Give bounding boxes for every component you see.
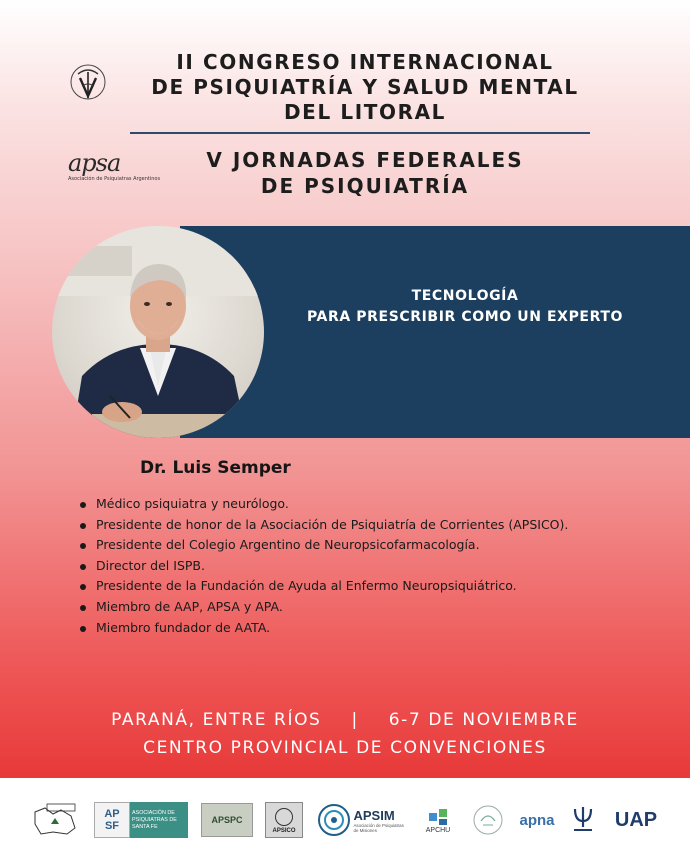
event-dates: 6-7 DE NOVIEMBRE [388, 710, 579, 730]
talk-title-line-1: TECNOLOGÍA [411, 288, 519, 304]
bio-item: Presidente de honor de la Asociación de Psiquiatría de Corrientes (APSICO). [78, 515, 658, 536]
event-place-date-row [0, 706, 690, 734]
event-details [0, 706, 690, 762]
apna-label: apna [519, 811, 555, 829]
talk-title-line-2: PARA PRESCRIBIR COMO UN EXPERTO [306, 309, 623, 325]
apsim-globe-icon [317, 803, 351, 837]
jornadas-subtitle [115, 147, 615, 199]
event-separator: | [351, 710, 359, 730]
bio-item: Presidente del Colegio Argentino de Neuropsicofarmacología. [78, 535, 658, 556]
uap-label: UAP [614, 808, 658, 831]
title-line-3: DEL LITORAL [283, 100, 447, 124]
subtitle-line-1: V JORNADAS FEDERALES [206, 148, 524, 172]
sponsor-apsico-logo [264, 800, 304, 840]
congress-title [115, 50, 615, 125]
apsa-logo-mark: apsa [68, 149, 121, 177]
bio-item: Médico psiquiatra y neurólogo. [78, 494, 658, 515]
apsico-label: APSICO [272, 828, 296, 834]
apspc-label: APSPC [211, 815, 243, 825]
psi-icon [571, 805, 595, 835]
event-place: PARANÁ, ENTRE RÍOS [111, 710, 322, 730]
apchu-icon [427, 807, 449, 827]
event-venue: CENTRO PROVINCIAL DE CONVENCIONES [143, 738, 547, 758]
bio-item: Presidente de la Fundación de Ayuda al Enfermo Neuropsiquiátrico. [78, 576, 658, 597]
apsico-icon [275, 808, 293, 826]
subtitle-line-2: DE PSIQUIATRÍA [260, 174, 470, 198]
sponsor-logo-seal [468, 800, 508, 840]
sponsor-apchu-logo [418, 800, 458, 840]
apchu-label: APCHU [425, 826, 451, 834]
sponsor-uap-logo [606, 800, 666, 840]
speaker-bio-list [78, 494, 658, 638]
apsim-label: APSIM [353, 807, 395, 823]
apsa-logo-caption: Asociación de Psiquiatras Argentinos [68, 176, 161, 182]
sponsor-logo-1 [30, 800, 80, 840]
title-line-2: DE PSIQUIATRÍA Y SALUD MENTAL [151, 75, 579, 99]
speaker-portrait [52, 226, 264, 438]
apsf-mark: AP SF [104, 808, 120, 832]
title-divider [130, 132, 590, 134]
congress-emblem-logo [68, 62, 108, 106]
speaker-name: Dr. Luis Semper [140, 458, 291, 478]
apsf-name: ASOCIACIÓN DE PSIQUIATRAS DE SANTA FE [132, 809, 177, 830]
talk-title [290, 286, 640, 328]
sponsor-psi-logo [566, 800, 600, 840]
sponsors-footer [0, 778, 690, 862]
apsim-caption: Asociación de Psiquiatras de Misiones [353, 822, 404, 833]
title-line-1: II CONGRESO INTERNACIONAL [176, 50, 554, 74]
bio-item: Miembro fundador de AATA. [78, 618, 658, 639]
sponsor-apsf-logo [92, 800, 190, 840]
bio-item: Miembro de AAP, APSA y APA. [78, 597, 658, 618]
sponsor-apsim-logo [314, 800, 408, 840]
sponsor-apna-logo [514, 800, 560, 840]
sponsor-apspc-logo [200, 800, 254, 840]
bio-item: Director del ISPB. [78, 556, 658, 577]
